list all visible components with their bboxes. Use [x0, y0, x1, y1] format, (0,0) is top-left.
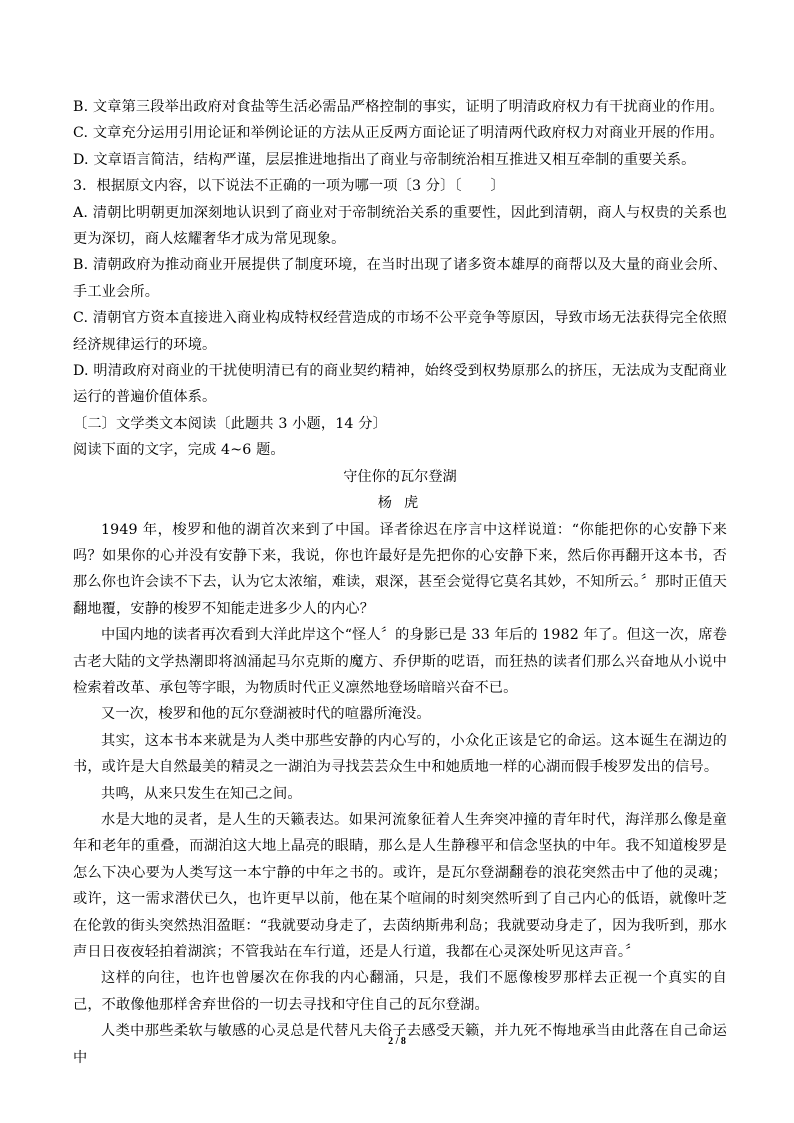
article-paragraph: 人类中那些柔软与敏感的心灵总是代替凡夫俗子去感受天籁，并九死不悔地承当由此落在自己命运中: [73, 1023, 727, 1066]
article-paragraph: 共鸣，从来只发生在知己之间。: [101, 785, 302, 802]
document-page: [73, 94, 727, 1071]
option-d-q3: D. 明清政府对商业的干扰使明清已有的商业契约精神，始终受到权势原那么的挤压，无法成为支配商业运行的普遍价值体系。: [73, 363, 727, 406]
option-c-q3: C. 清朝官方资本直接进入商业构成特权经营造成的市场不公平竞争等原因，导致市场无法获得完全依照经济规律运行的环境。: [73, 310, 727, 353]
option-a-q3: A. 清朝比明朝更加深刻地认识到了商业对于帝制统治关系的重要性，因此到清朝，商人与权贵的关系也更为深切，商人炫耀奢华才成为常见现象。: [73, 204, 727, 248]
reading-instruction: 阅读下面的文字，完成 4~6 题。: [73, 442, 285, 459]
article-author: 杨虎: [377, 495, 431, 512]
option-d-q2: D. 文章语言简洁，结构严谨，层层推进地指出了商业与帝制统治相互推进又相互牵制的重要关系。: [73, 151, 696, 168]
article-title: 守住你的瓦尔登湖: [343, 468, 457, 485]
article-paragraph: 这样的向往，也许也曾屡次在你我的内心翻涌，只是，我们不愿像梭罗那样去正视一个真实的自己，不敢像他那样舍弃世俗的一切去寻找和守住自己的瓦尔登湖。: [73, 970, 727, 1013]
article-author-line: [73, 490, 727, 516]
article-paragraph: 又一次，梭罗和他的瓦尔登湖被时代的喧嚣所淹没。: [101, 706, 431, 723]
section-heading: 〔二〕文学类文本阅读〔此题共 3 小题，14 分〕: [73, 415, 387, 432]
article-paragraph: 1949 年，梭罗和他的湖首次来到了中国。译者徐迟在序言中这样说道：“你能把你的心安静下来吗？如果你的心并没有安静下来，我说，你也许最好是先把你的心安静下来，然后你再翻开这本书，否那么你也许会读不下去，认为它太浓缩，难读，艰深，甚至会觉得它莫名其妙，不知所云。〞那时正值天翻地覆，安静的梭罗不知能走进多少人的内心？: [73, 521, 727, 617]
article-paragraph: 其实，这本书本来就是为人类中那些安静的内心写的，小众化正该是它的命运。这本诞生在湖边的书，或许是大自然最美的精灵之一湖泊为寻找芸芸众生中和她质地一样的心湖而假手梭罗发出的信号。: [73, 732, 727, 776]
option-b-q3: B. 清朝政府为推动商业开展提供了制度环境，在当时出现了诸多资本雄厚的商帮以及大量的商业会所、手工业会所。: [73, 257, 727, 300]
option-b-q2: B. 文章第三段举出政府对食盐等生活必需品严格控制的事实，证明了明清政府权力有干扰商业的作用。: [73, 99, 724, 115]
page-number: 2 / 8: [388, 1036, 406, 1047]
option-c-q2: C. 文章充分运用引用论证和举例论证的方法从正反两方面论证了明清两代政府权力对商业开展的作用。: [73, 125, 724, 142]
article-paragraph: 中国内地的读者再次看到大洋此岸这个“怪人〞的身影已是 33 年后的 1982 年了。但这一次，席卷古老大陆的文学热潮即将汹涌起马尔克斯的魔方、乔伊斯的呓语，而狂热的读者们那么兴奋地从小说中检索着改革、承包等字眼，为物质时代正义凛然地登场暗暗兴奋不已。: [73, 627, 727, 696]
question-3: 3．根据原文内容，以下说法不正确的一项为哪一项〔3 分〕〔 〕: [73, 178, 505, 195]
article-paragraph: 水是大地的灵者，是人生的天籁表达。如果河流象征着人生奔突冲撞的青年时代，海洋那么像是童年和老年的重叠，而湖泊这大地上晶亮的眼睛，那么是人生静穆平和信念坚执的中年。我不知道梭罗是怎么下决心要为人类写这一本宁静的中年之书的。或许，是瓦尔登湖翻卷的浪花突然击中了他的灵魂；或许，这一需求潜伏已久，也许更早以前，他在某个喧闹的时刻突然听到了自己内心的低语，就像叶芝在伦敦的街头突然热泪盈眶：“我就要动身走了，去茵纳斯弗利岛；我就要动身走了，因为我听到，那水声日日夜夜轻拍着湖滨；不管我站在车行道，还是人行道，我都在心灵深处听见这声音。〞: [73, 811, 727, 960]
